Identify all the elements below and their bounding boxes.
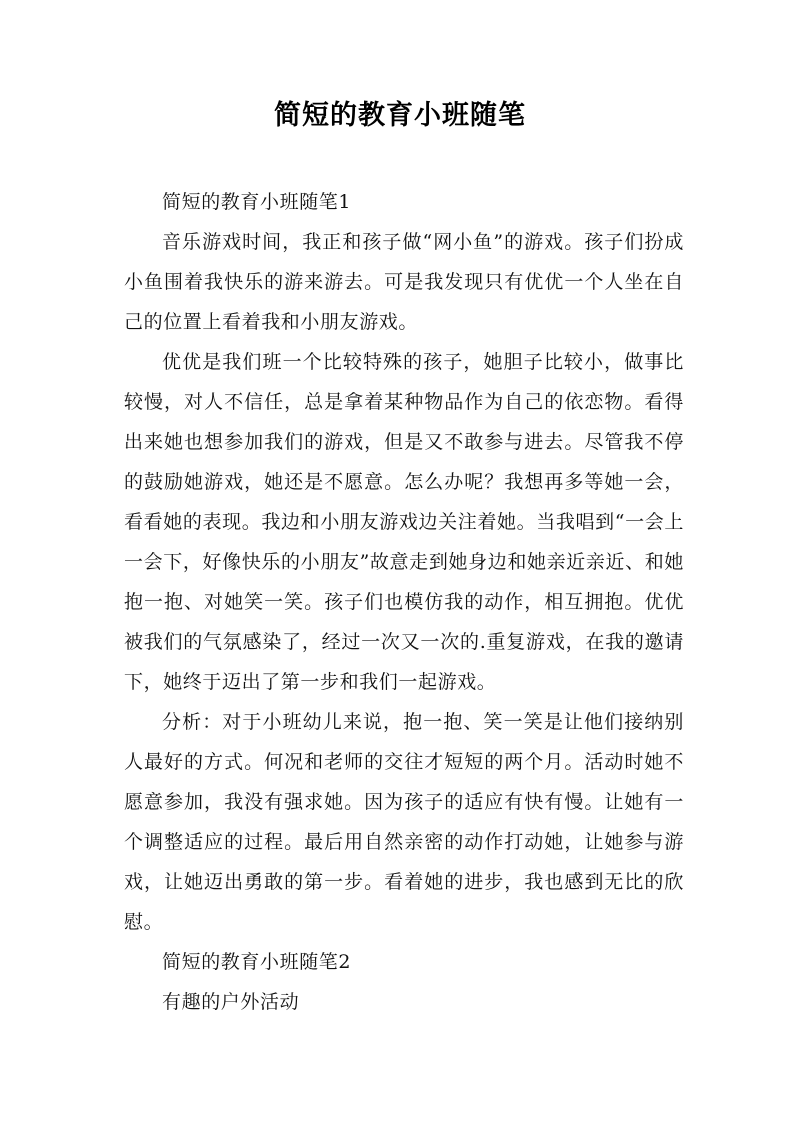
paragraph-outdoor-activity: 有趣的户外活动 [162, 991, 300, 1013]
paragraph-youyou: 优优是我们班一个比较特殊的孩子，她胆子比较小，做事比较慢，对人不信任，总是拿着某种物品作为自己的依恋物。看得出来她也想参加我们的游戏，但是又不敢参与进去。尽管我不停的鼓励她游戏，她还是不愿意。怎么办呢？我想再多等她一会，看看她的表现。我边和小朋友游戏边关注着她。当我唱到“一会上一会下，好像快乐的小朋友”故意走到她身边和她亲近亲近、和她抱一抱、对她笑一笑。孩子们也模仿我的动作，相互拥抱。优优被我们的气氛感染了，经过一次又一次的.重复游戏，在我的邀请下，她终于迈出了第一步和我们一起游戏。 [124, 351, 684, 693]
section-heading-1: 简短的教育小班随笔1 [162, 191, 352, 213]
section-heading-2: 简短的教育小班随笔2 [162, 951, 352, 973]
paragraph-analysis: 分析：对于小班幼儿来说，抱一抱、笑一笑是让他们接纳别人最好的方式。何况和老师的交往才短短的两个月。活动时她不愿意参加，我没有强求她。因为孩子的适应有快有慢。让她有一个调整适应的过程。最后用自然亲密的动作打动她，让她参与游戏，让她迈出勇敢的第一步。看着她的进步，我也感到无比的欣慰。 [124, 711, 684, 933]
document-title: 简短的教育小班随笔 [274, 100, 526, 131]
document-body [124, 182, 684, 1022]
paragraph-music-game: 音乐游戏时间，我正和孩子做“网小鱼”的游戏。孩子们扮成小鱼围着我快乐的游来游去。可是我发现只有优优一个人坐在自己的位置上看着我和小朋友游戏。 [124, 231, 684, 333]
